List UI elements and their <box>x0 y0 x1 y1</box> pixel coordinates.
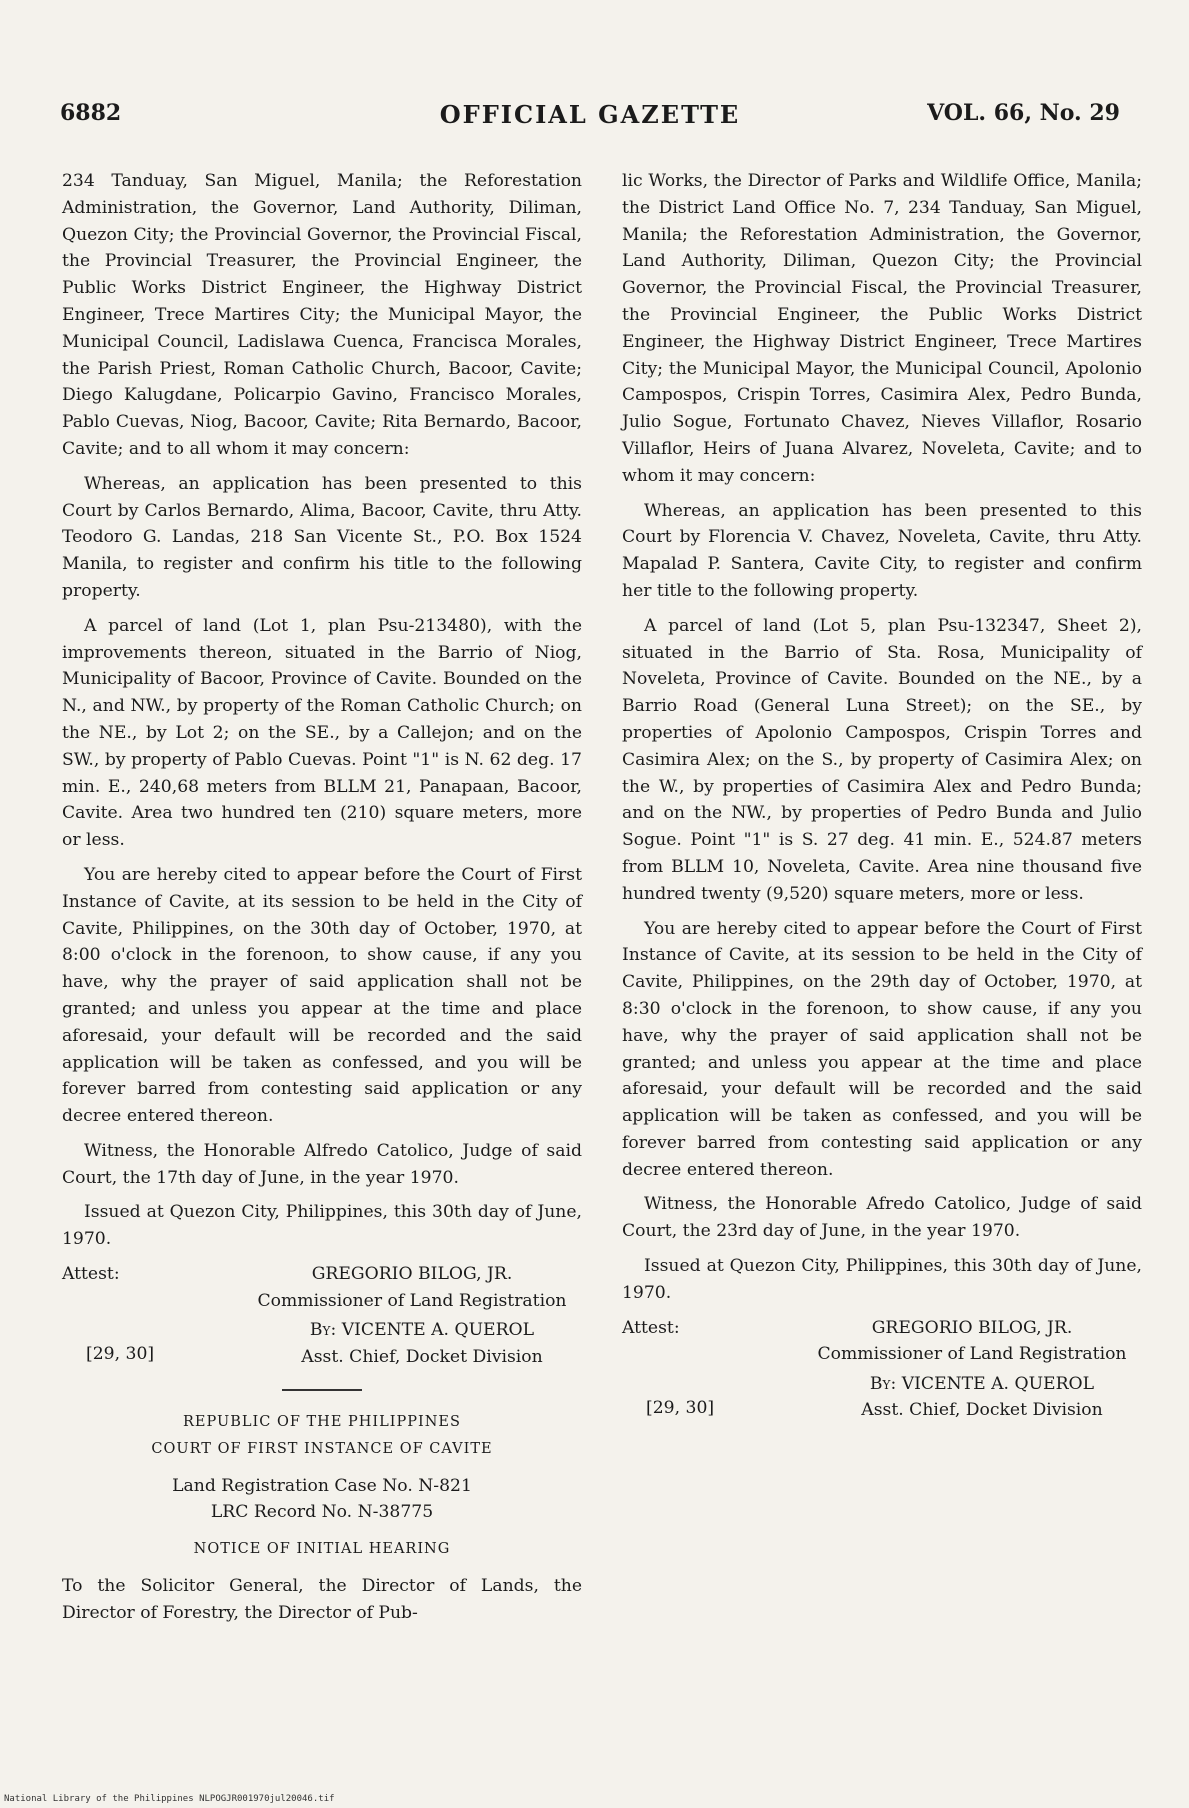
record-number: LRC Record No. N-38775 <box>210 1502 434 1523</box>
page-header <box>60 100 1120 136</box>
notice-heading: NOTICE OF INITIAL HEARING <box>193 1541 451 1558</box>
by-title-right: Asst. Chief, Docket Division <box>861 1400 1103 1421</box>
by-title: Asst. Chief, Docket Division <box>301 1346 543 1367</box>
property-description: A parcel of land (Lot 1, plan Psu-213480), with the improvements thereon, situated in the Barrio of Niog, Municipality of Bacoor, Province of Cavite. Bounded on the N., and NW., by property of the Roman Catholic Church; on the NE., by Lot 2; on the SE., by a Callejon; and on the SW., by property of Pablo Cuevas. Point "1" is N. 62 deg. 17 min. E., 240,68 meters from BLLM 21, Panapaan, Bacoor, Cavite. Area two hundred ten (210) square meters, more or less. <box>62 615 582 851</box>
citation-paragraph-right: You are hereby cited to appear before the Court of First Instance of Cavite, at its session to be held in the City of Cavite, Philippines, on the 29th day of October, 1970, at 8:30 o'clock in the forenoon, to show cause, if any you have, why the prayer of said application shall not be granted; and unless you appear at the time and place aforesaid, your default will be recorded and the said application will be taken as confessed, and you will be forever barred from contesting said application or any decree entered thereon. <box>622 918 1142 1180</box>
right-column <box>622 168 1142 1421</box>
commissioner-title: Commissioner of Land Registration <box>257 1290 567 1311</box>
case-number: Land Registration Case No. N-821 <box>172 1475 472 1496</box>
property-description-right: A parcel of land (Lot 5, plan Psu-132347, Sheet 2), situated in the Barrio of Sta. Rosa, Municipality of Noveleta, Province of Cavite. Bounded on the NE., by a Barrio Road (General Luna Street); on the SE., by properties of Apolonio Campospos, Crispin Torres and Casimira Alex; on the S., by property of Casimira Alex; on the W., by properties of Casimira Alex and Pedro Bunda; and on the NW., by properties of Pedro Bunda and Julio Sogue. Point "1" is S. 27 deg. 41 min. E., 524.87 meters from BLLM 10, Noveleta, Cavite. Area nine thousand five hundred twenty (9,520) square meters, more or less. <box>622 615 1142 904</box>
commissioner-title-right: Commissioner of Land Registration <box>817 1344 1127 1365</box>
signature-block-right <box>622 1315 1142 1421</box>
attest-label: Attest: <box>62 1264 120 1285</box>
attest-label-right: Attest: <box>622 1317 680 1338</box>
issued-paragraph: Issued at Quezon City, Philippines, this 30th day of June, 1970. <box>62 1202 582 1250</box>
addressees: To the Solicitor General, the Director of Lands, the Director of Forestry, the Director of Pub- <box>62 1576 582 1623</box>
court-heading: COURT OF FIRST INSTANCE OF CAVITE <box>151 1440 493 1457</box>
signature-block <box>62 1261 582 1367</box>
page-number: 6882 <box>60 100 122 126</box>
section-divider <box>282 1389 362 1391</box>
scan-footer: National Library of the Philippines NLPOGJR001970jul20046.tif <box>4 1794 335 1804</box>
issue-reference-right: [29, 30] <box>646 1397 715 1418</box>
commissioner-name-right: GREGORIO BILOG, JR. <box>871 1317 1073 1338</box>
citation-paragraph: You are hereby cited to appear before the Court of First Instance of Cavite, at its session to be held in the City of Cavite, Philippines, on the 30th day of October, 1970, at 8:00 o'clock in the forenoon, to show cause, if any you have, why the prayer of said application shall not be granted; and unless you appear at the time and place aforesaid, your default will be recorded and the said application will be taken as confessed, and you will be forever barred from contesting said application or any decree entered thereon. <box>62 864 582 1127</box>
witness-paragraph-right: Witness, the Honorable Afredo Catolico, Judge of said Court, the 23rd day of June, in the year 1970. <box>622 1194 1142 1242</box>
witness-paragraph: Witness, the Honorable Alfredo Catolico, Judge of said Court, the 17th day of June, in the year 1970. <box>62 1140 582 1188</box>
left-column <box>62 168 582 1635</box>
republic-heading: REPUBLIC OF THE PHILIPPINES <box>183 1414 461 1431</box>
addressees-continued-right: lic Works, the Director of Parks and Wildlife Office, Manila; the District Land Office No. 7, 234 Tanduay, San Miguel, Manila; the Reforestation Administration, the Governor, Land Authority, Diliman, Quezon City; the Provincial Governor, the Provincial Fiscal, the Provincial Treasurer, the Provincial Engineer, the Public Works District Engineer, the Highway District Engineer, Trece Martires City; the Municipal Mayor, the Municipal Council, Apolonio Campospos, Crispin Torres, Casimira Alex, Pedro Bunda, Julio Sogue, Fortunato Chavez, Nieves Villaflor, Rosario Villaflor, Heirs of Juana Alvarez, Noveleta, Cavite; and to whom it may concern: <box>622 171 1142 486</box>
commissioner-name: GREGORIO BILOG, JR. <box>311 1264 513 1285</box>
by-name-right: By: VICENTE A. QUEROL <box>869 1373 1095 1394</box>
issue-reference: [29, 30] <box>86 1344 155 1365</box>
addressees-continued: 234 Tanduay, San Miguel, Manila; the Reforestation Administration, the Governor, Land Authority, Diliman, Quezon City; the Provincial Governor, the Provincial Fiscal, the Provincial Treasurer, the Provincial Engineer, the Public Works District Engineer, the Highway District Engineer, Trece Martires City; the Municipal Mayor, the Municipal Council, Ladislawa Cuenca, Francisca Morales, the Parish Priest, Roman Catholic Church, Bacoor, Cavite; Diego Kalugdane, Policarpio Gavino, Francisco Morales, Pablo Cuevas, Niog, Bacoor, Cavite; Rita Bernardo, Bacoor, Cavite; and to all whom it may concern: <box>62 171 582 459</box>
volume-number: VOL. 66, No. 29 <box>927 100 1120 126</box>
application-paragraph-right: Whereas, an application has been presented to this Court by Florencia V. Chavez, Noveleta, Cavite, thru Atty. Mapalad P. Santera, Cavite City, to register and confirm her title to the following property. <box>622 500 1142 601</box>
by-name: By: VICENTE A. QUEROL <box>309 1320 535 1341</box>
publication-title: OFFICIAL GAZETTE <box>439 100 741 129</box>
application-paragraph: Whereas, an application has been presented to this Court by Carlos Bernardo, Alima, Bacoor, Cavite, thru Atty. Teodoro G. Landas, 218 San Vicente St., P.O. Box 1524 Manila, to register and confirm his title to the following property. <box>62 473 582 601</box>
issued-paragraph-right: Issued at Quezon City, Philippines, this 30th day of June, 1970. <box>622 1256 1142 1303</box>
